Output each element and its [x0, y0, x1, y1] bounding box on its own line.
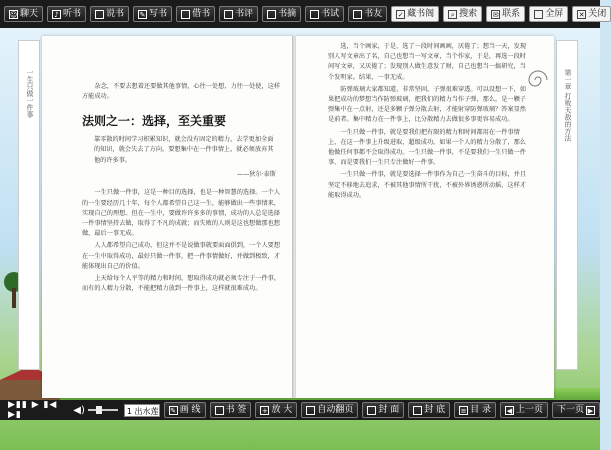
autoflip-button[interactable]: 自动翻页	[301, 402, 358, 418]
book-icon	[95, 10, 104, 19]
fullscreen-icon	[534, 10, 543, 19]
bookshelf-icon: ✓	[397, 10, 404, 19]
back-cover-button[interactable]: 封 底	[408, 402, 450, 418]
close-button[interactable]: ✕ 关闭	[572, 6, 611, 22]
epigraph-quote: 靠零散的时间学习积累知识，就会没有固定的精力，去学更加全面的知识，就会失去了方向。要想集中在一件事情上，就必须放弃其他的许多事。	[94, 135, 274, 164]
speaker-icon[interactable]: ◀)	[73, 404, 85, 416]
left-page[interactable]	[42, 36, 294, 398]
right-spine-tab[interactable]	[556, 40, 578, 370]
zoom-icon: +	[262, 406, 268, 415]
volume-knob[interactable]	[96, 406, 102, 414]
friends-icon	[353, 10, 362, 19]
exam-icon	[310, 10, 319, 19]
right-page[interactable]	[296, 36, 554, 398]
swirl-doodle-icon	[518, 60, 558, 100]
excerpt-button[interactable]: 书摘	[262, 6, 301, 22]
autoflip-icon	[306, 406, 315, 415]
friends-button[interactable]: 书友	[348, 6, 387, 22]
top-toolbar	[0, 0, 607, 28]
toc-button[interactable]: ≡ 目 录	[454, 402, 496, 418]
epigraph-author: ——狄尔·泰斯	[236, 171, 276, 179]
comment-icon	[224, 10, 233, 19]
bookshelf-button[interactable]: ✓ 藏书阁	[391, 6, 439, 22]
bottom-toolbar	[0, 400, 600, 420]
left-spine-tab[interactable]	[18, 40, 40, 370]
left-page-intro: 杂念，不要去想着还要做其他事情，心往一处想，力往一处使，这样方能成功。	[82, 83, 281, 101]
close-icon: ✕	[578, 10, 585, 19]
draw-line-button[interactable]: ✎ 画 线	[164, 402, 206, 418]
excerpt-icon	[267, 10, 276, 19]
exam-button[interactable]: 书试	[305, 6, 344, 22]
next-icon: ▶	[587, 406, 594, 415]
chat-button[interactable]: ☺ 聊天	[4, 6, 43, 22]
fullscreen-button[interactable]: 全屏	[529, 6, 568, 22]
speed-select[interactable]: 1 出水莲	[124, 404, 160, 417]
next-page-button[interactable]: 下一页 ▶	[552, 402, 600, 418]
draw-icon: ✎	[170, 406, 177, 415]
bookmark-button[interactable]: 书 签	[210, 402, 252, 418]
prev-page-button[interactable]: ◀ 上一页	[500, 402, 548, 418]
search-icon: ⌕	[448, 10, 457, 19]
right-paragraph: 一生只做一件事，就是要选择一件事作为自己一生奋斗的目标，并且坚定不移地去追求，不被其他事情所干扰，不被外界诱惑所动摇，这样才能取得成功。	[328, 171, 527, 199]
left-spine-text: 一生只做一件事	[26, 69, 34, 118]
left-paragraph: 上天给每个人平等的精力和时间，想取得成功就必须专注于一件事，而有的人精力分散，不能把精力放到一件事上，这样就很难成功。	[82, 274, 281, 293]
section-title: 法则之一：选择，至关重要	[82, 114, 227, 129]
listen-button[interactable]: ♪ 听书	[47, 6, 86, 22]
cover-icon	[367, 406, 376, 415]
right-spine-text: 第一章 打败天敌的方法	[564, 69, 572, 142]
bookmark-icon	[215, 406, 224, 415]
prev-icon: ◀	[506, 406, 513, 415]
contact-icon: ✉	[492, 10, 499, 19]
left-paragraph: 人人都希望自己成功，但这并不是说做事就要面面俱到，一个人要想在一生中取得成功，最好只做一件事，把一件事情做好，并做到极致，才能体现出自己的价值。	[82, 242, 281, 270]
flipbook	[18, 30, 578, 400]
tell-book-button[interactable]: 说书	[90, 6, 129, 22]
toc-icon: ≡	[460, 406, 467, 415]
backcover-icon	[413, 406, 422, 415]
right-paragraph: 防弹玻璃大家都知道，非常坚固，子弹很难穿透。可以设想一下，如果把成功的梦想当作防弹玻璃，把我们的精力当作子弹，那么，是一颗子弹集中在一点射，还是多颗子弹分散去射，才能射穿防弹玻璃？答案显然是前者。集中精力在一件事上，比分散精力去做很多事更容易成功。	[328, 85, 527, 124]
left-paragraph: 一生只做一件事，这是一种目的选择，也是一种智慧的选择。一个人的一生要经历几十年，每个人都希望自己这一生，能够做出一些事情来，实现自己的理想。但在一生中，要做许许多多的事情，成功的人总是选择一件事情坚持去做，取得了不凡的成就；而失败的人则是这也想做那也想做，最后一事无成。	[82, 189, 281, 238]
contact-button[interactable]: ✉ 联系	[486, 6, 525, 22]
borrow-button[interactable]: 借书	[176, 6, 215, 22]
review-button[interactable]: 书评	[219, 6, 258, 22]
write-button[interactable]: ✎ 写书	[133, 6, 172, 22]
chat-icon: ☺	[10, 10, 18, 19]
playback-controls[interactable]: ▶▮▮ ▶ ▮◀ ▶▮	[8, 400, 58, 420]
borrow-icon	[181, 10, 190, 19]
right-paragraph: 一生只做一件事，就是要我们把有限的精力和时间都用在一件事情上，在这一件事上升级进取，超级成功。如果一个人的精力分散了，那么他做任何事都不会取得成功。一生只做一件事，不是要我们一生只做一件事，而是要我们一生只专注做好一件事。	[328, 128, 526, 167]
volume-slider[interactable]	[88, 409, 118, 411]
zoom-button[interactable]: + 放 大	[255, 402, 297, 418]
search-button[interactable]: ⌕ 搜索	[443, 6, 482, 22]
listen-icon: ♪	[52, 10, 61, 19]
pen-icon: ✎	[139, 10, 146, 19]
cover-button[interactable]: 封 面	[362, 402, 404, 418]
right-paragraph: 选，当个画家，于是，选了一段时间画画，厌倦了；想当一天，发现别人写文章出了名，自己也想当一写文章，当个作家，于是，再选一段时间写文章，又厌倦了；发现别人做生意发了财，自己也想当一搞研究，当个发明家。结果，一事无成。	[328, 43, 527, 81]
